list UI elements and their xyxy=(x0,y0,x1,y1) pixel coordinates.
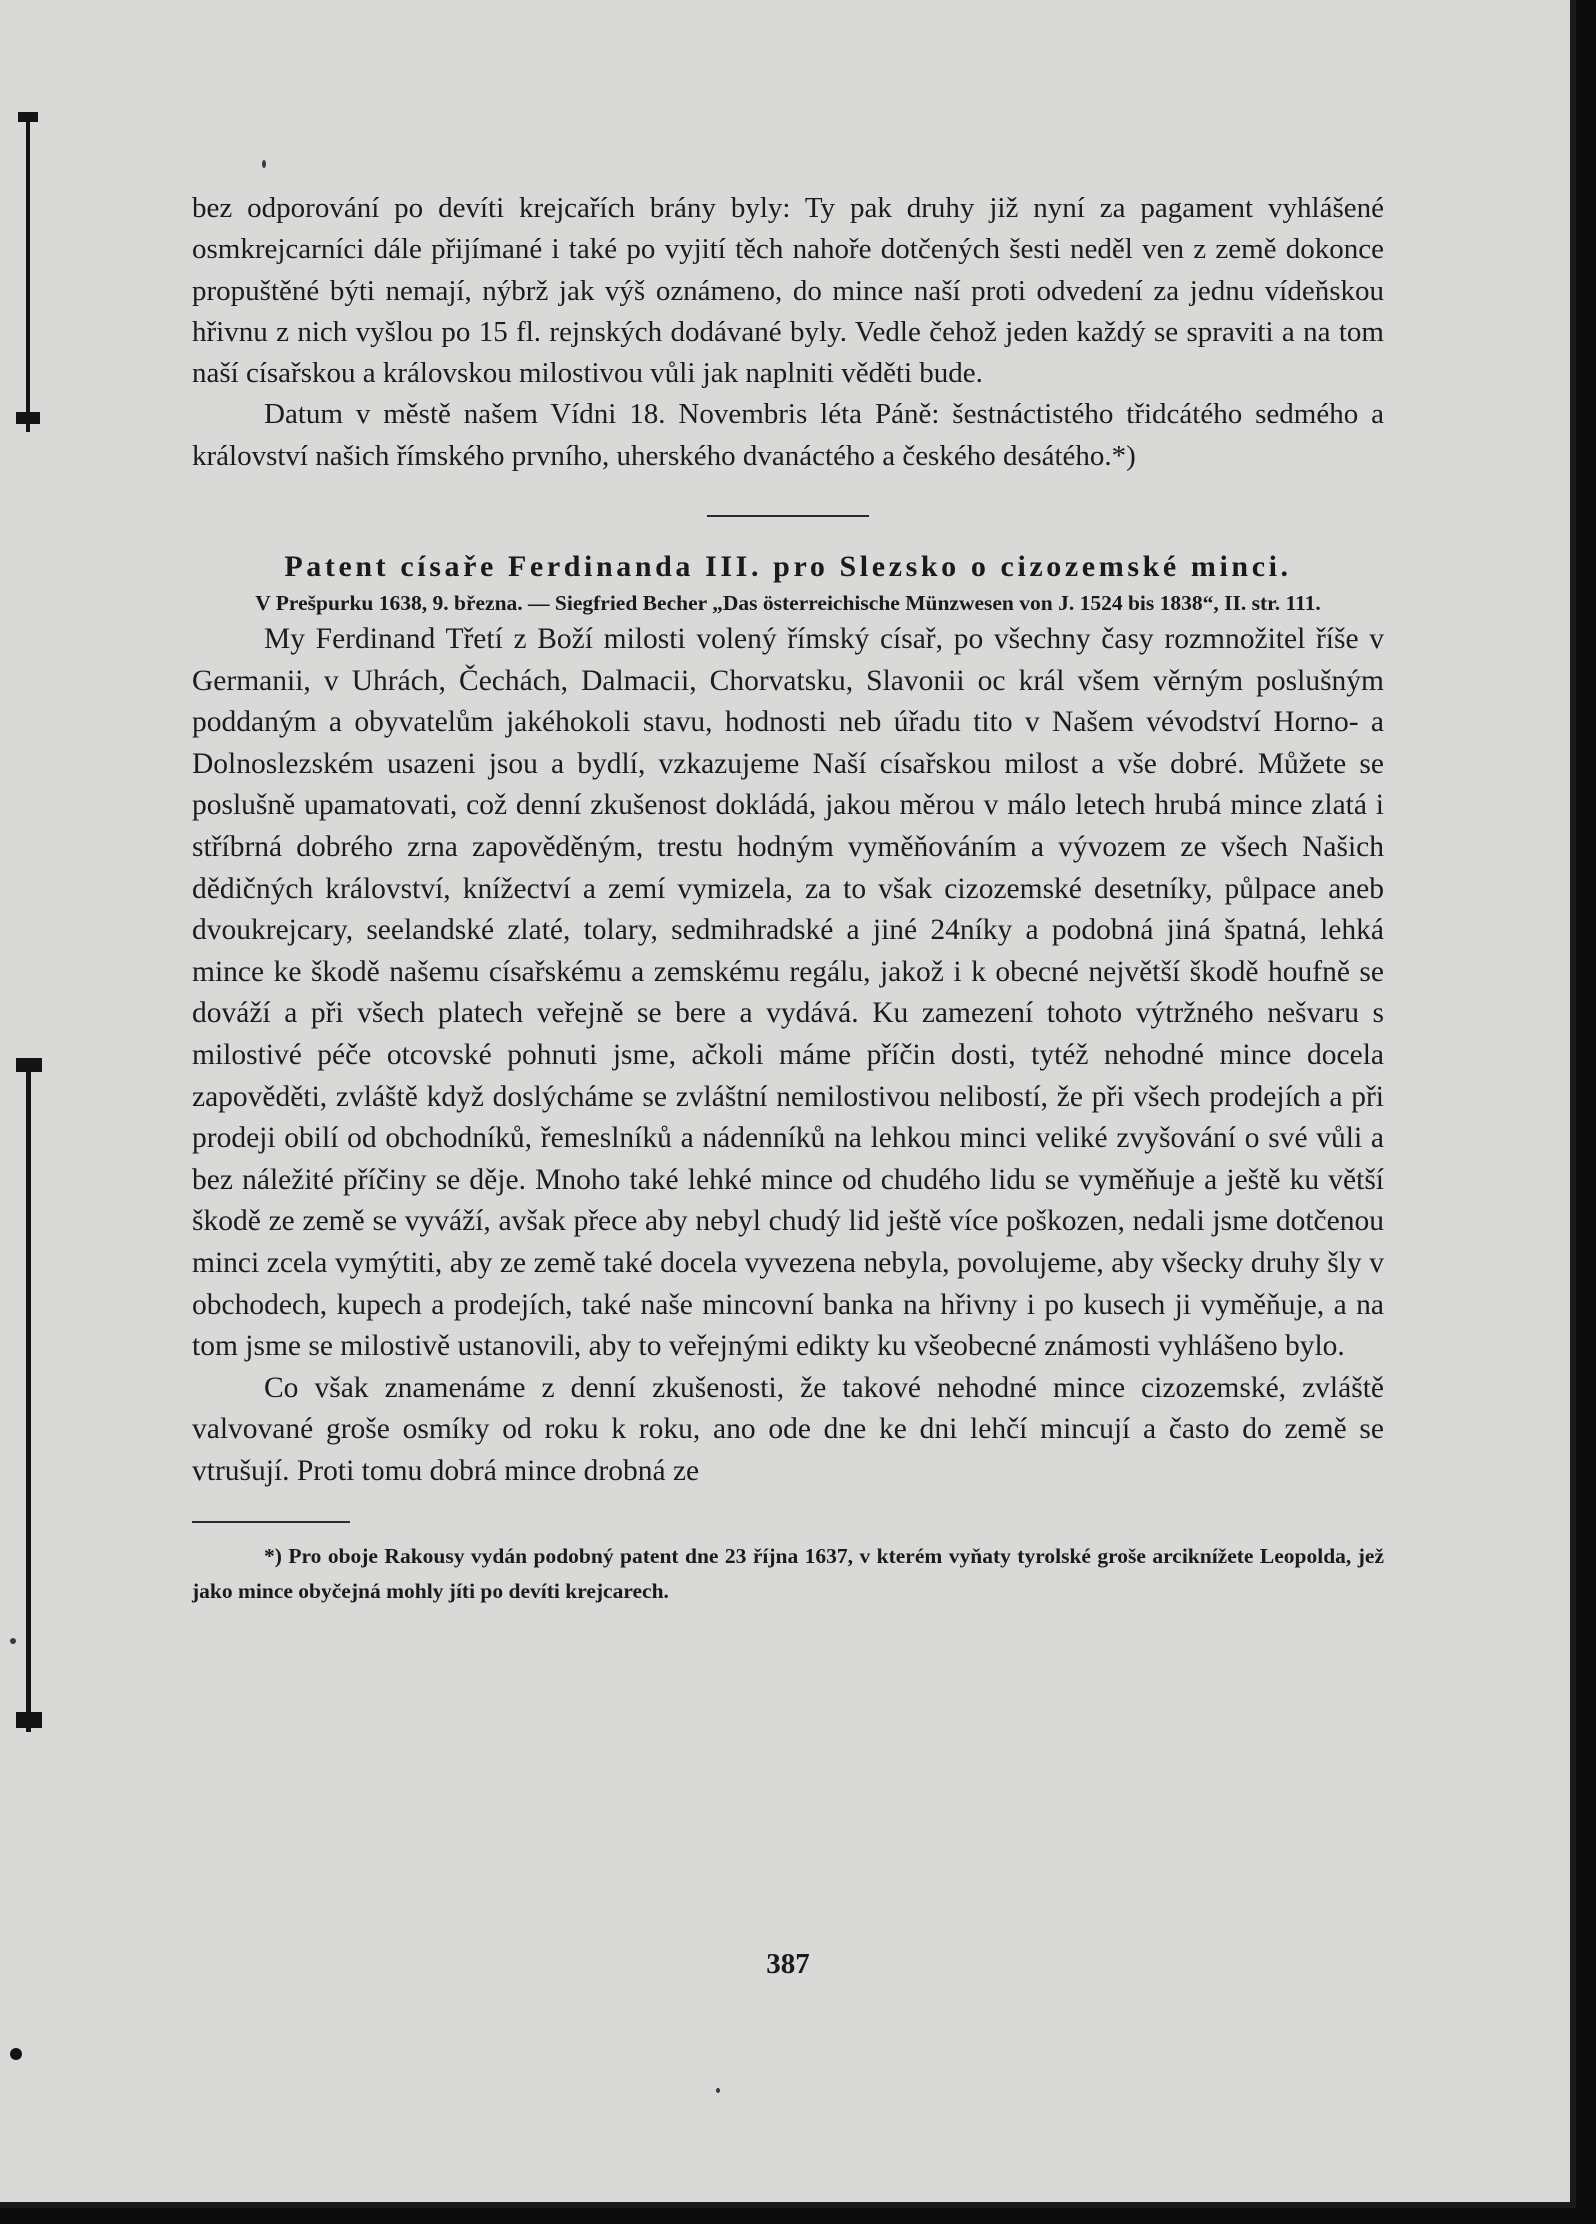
section-source: V Prešpurku 1638, 9. března. — Siegfried Becher „Das österreichische Münzwesen von J. 1524 bis 1838“, II. str. 111. xyxy=(255,591,1321,616)
margin-speck xyxy=(10,1638,16,1644)
footnote-rule xyxy=(192,1521,350,1523)
section-divider xyxy=(707,515,869,517)
paragraph-patent: My Ferdinand Třetí z Boží milosti volený římský císař, po všechny časy rozmnožitel říše v Germanii, v Uhrách, Čechách, Dalmacii, Chorvatsku, Slavonii oc král všem věrným poslušným poddaným a obyvatelům jakéhokoli stavu, hodnosti neb úřadu tito v Našem vévodství Horno- a Dolnoslezském usazeni jsou a bydlí, vzkazujeme Naší císařskou milost a vše dobré. Můžete se poslušně upamatovati, což denní zkušenost dokládá, jakou měrou v málo letech hrubá mince zlatá i stříbrná dobrého zrna zapověděným, trestu hodným vyměňováním a vývozem ze všech Našich dědičných království, knížectví a zemí vymizela, za to však cizozemské desetníky, půlpace aneb dvoukrejcary, seelandské zlaté, tolary, sedmihradské a jiné 24níky a podobná jiná špatná, lehká mince ke škodě našemu císařskému a zemskému regálu, jakož i k obecné největší škodě houfně se dováží a při všech platech veřejně se bere a vydává. Ku zamezení tohoto výtržného nešvaru s milostivé péče otcovské pohnuti jsme, ačkoli máme příčin dosti, tytéž nehodné mince docela zapověděti, zvláště když doslýcháme se zvláštní nemilostivou nelibostí, že při všech prodejích a při prodeji obilí od obchodníků, řemeslníků a nádenníků na lehkou minci veliké zvyšování o své vůli a bez náležité příčiny se děje. Mnoho také lehké mince od chudého lidu se vyměňuje a ještě ku větší škodě ze země se vyváží, avšak přece aby nebyl chudý lid ještě více poškozen, nedali jsme dotčenou minci zcela vymýtiti, aby ze země také docela vyvezena nebyla, povolujeme, aby všecky druhy šly v obchodech, kupech a prodejích, také naše mincovní banka na hřivny i po kusech ji vyměňuje, a na tom jsme se milostivě ustanovili, aby to veřejnými edikty ku všeobecné známosti vyhlášeno bylo. xyxy=(192,623,1384,1363)
page-number: 387 xyxy=(766,1948,810,1980)
binding-mark-bottom xyxy=(26,1060,31,1732)
binding-cap-bottom-end xyxy=(16,1712,42,1728)
binding-cap-bottom-top xyxy=(16,1058,42,1072)
margin-speck xyxy=(716,2088,720,2093)
section-title: Patent císaře Ferdinanda III. pro Slezsko o cizozemské minci. xyxy=(284,550,1292,584)
footnote: *) Pro oboje Rakousy vydán podobný patent dne 23 října 1637, v kterém vyňaty tyrolské groše arciknížete Leopolda, jež jako mince obyčejná mohly jíti po devíti krejcarech. xyxy=(192,1543,1384,1603)
binding-mark-top xyxy=(26,112,30,432)
page-content xyxy=(192,188,1384,1609)
paragraph-continuation: bez odporování po devíti krejcařích brány byly: Ty pak druhy již nyní za pagament vyhlášené osmkrejcarníci dále přijímané i také po vyjití těch nahoře dotčených šesti neděl ven z země dokonce propuštěné býti nemají, nýbrž jak výš oznámeno, do mince naší proti odvedení za jednu vídeňskou hřivnu z nich vyšlou po 15 fl. rejnských dodávané byly. Vedle čehož jeden každý se spraviti a na tom naší císařskou a královskou milostivou vůli jak naplniti věděti bude. xyxy=(192,192,1384,390)
binding-cap-top xyxy=(18,112,38,122)
binding-cap-top-bottom xyxy=(16,412,40,424)
margin-speck xyxy=(10,2048,22,2060)
paragraph-datum: Datum v městě našem Vídni 18. Novembris léta Páně: šestnáctistého třidcátého sedmého a království našich římského prvního, uherského dvanáctého a českého desátého.*) xyxy=(192,398,1384,472)
margin-speck xyxy=(262,160,266,168)
paragraph-patent-continued: Co však znamenáme z denní zkušenosti, že takové nehodné mince cizozemské, zvláště valvované groše osmíky od roku k roku, ano ode dne ke dni lehčí mincují a často do země se vtrušují. Proti tomu dobrá mince drobná ze xyxy=(192,1371,1384,1487)
